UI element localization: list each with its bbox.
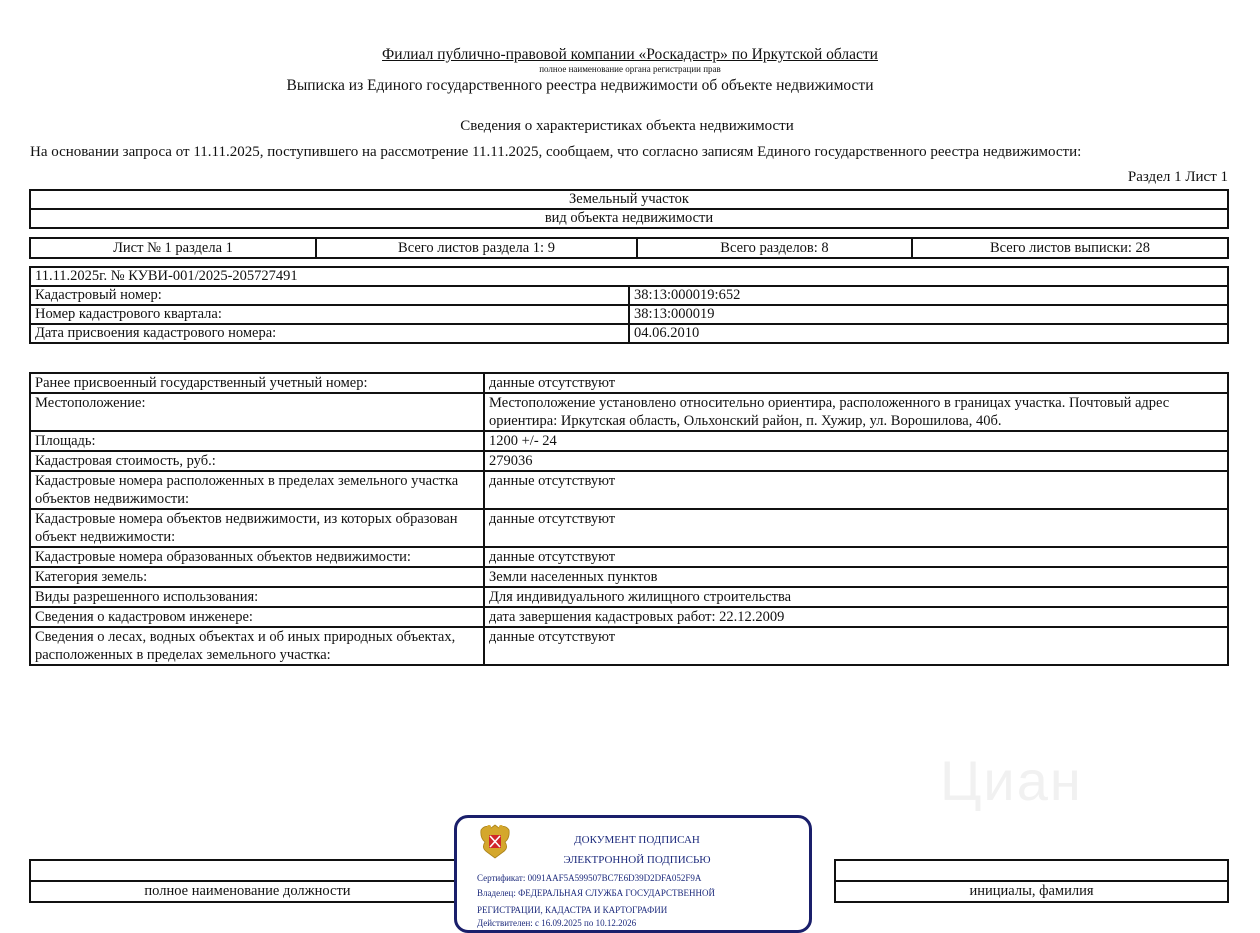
location-value: Местоположение установлено относительно ориентира, расположенного в границах участка. Почтовый адрес ориентира: Иркутская область, Ольхонский район, п. Хужир, ул. Ворошилова, 40б. [484, 393, 1228, 431]
sections-total: Всего разделов: 8 [637, 238, 912, 258]
table-row [30, 373, 1228, 393]
table-row [30, 471, 1228, 509]
assignment-date: 04.06.2010 [629, 324, 1228, 343]
row-label: Категория земель: [30, 567, 484, 587]
stamp-owner-line1: Владелец: ФЕДЕРАЛЬНАЯ СЛУЖБА ГОСУДАРСТВЕННОЙ [477, 888, 716, 898]
row-value: данные отсутствуют [484, 373, 1228, 393]
row-value: данные отсутствуют [484, 627, 1228, 665]
row-label: Сведения о кадастровом инженере: [30, 607, 484, 627]
document-subtitle: Сведения о характеристиках объекта недвижимости [460, 118, 794, 134]
row-label: Кадастровый номер: [30, 286, 629, 305]
table-row [30, 587, 1228, 607]
row-value: данные отсутствуют [484, 509, 1228, 547]
table-row [30, 567, 1228, 587]
area-value: 1200 +/- 24 [484, 431, 1228, 451]
name-field [835, 860, 1228, 881]
table-row [30, 393, 1228, 431]
row-label: Номер кадастрового квартала: [30, 305, 629, 324]
cadastral-quarter: 38:13:000019 [629, 305, 1228, 324]
request-number: 11.11.2025г. № КУВИ-001/2025-205727491 [30, 267, 1228, 286]
row-label: Кадастровые номера расположенных в пределах земельного участка объектов недвижимости: [30, 471, 484, 509]
row-label: Кадастровые номера образованных объектов недвижимости: [30, 547, 484, 567]
table-row [30, 286, 1228, 305]
stamp-validity: Действителен: с 16.09.2025 по 10.12.2026 [477, 918, 637, 928]
row-label: Площадь: [30, 431, 484, 451]
land-category-value: Земли населенных пунктов [484, 567, 1228, 587]
row-label: Сведения о лесах, водных объектах и об иных природных объектах, расположенных в пределах земельного участка: [30, 627, 484, 665]
table-row [30, 547, 1228, 567]
object-type-value: Земельный участок [30, 190, 1228, 209]
extract-sheets-total: Всего листов выписки: 28 [912, 238, 1228, 258]
table-row [30, 431, 1228, 451]
stamp-certificate: Сертификат: 0091AAF5A599507BC7E6D39D2DFA052F9A [477, 873, 702, 883]
position-field [30, 860, 465, 881]
watermark: Циан [940, 749, 1083, 812]
table-row [30, 451, 1228, 471]
request-basis-text: На основании запроса от 11.11.2025, поступившего на рассмотрение 11.11.2025, сообщаем, что согласно записям Единого государственного реестра недвижимости: [30, 144, 1082, 160]
object-type-caption: вид объекта недвижимости [30, 209, 1228, 228]
row-label: Дата присвоения кадастрового номера: [30, 324, 629, 343]
cadastral-number: 38:13:000019:652 [629, 286, 1228, 305]
row-label: Местоположение: [30, 393, 484, 431]
row-label: Виды разрешенного использования: [30, 587, 484, 607]
position-caption: полное наименование должности [30, 881, 465, 902]
row-label: Ранее присвоенный государственный учетный номер: [30, 373, 484, 393]
section-label: Раздел 1 Лист 1 [1127, 169, 1228, 185]
sheet-number: Лист № 1 раздела 1 [30, 238, 316, 258]
section-sheets-total: Всего листов раздела 1: 9 [316, 238, 637, 258]
organization-caption: полное наименование органа регистрации прав [539, 64, 721, 74]
object-type-table [29, 189, 1229, 229]
table-row [30, 627, 1228, 665]
row-label: Кадастровые номера объектов недвижимости, из которых образован объект недвижимости: [30, 509, 484, 547]
main-info-table [29, 266, 1229, 344]
engineer-info-value: дата завершения кадастровых работ: 22.12.2009 [484, 607, 1228, 627]
row-label: Кадастровая стоимость, руб.: [30, 451, 484, 471]
row-value: данные отсутствуют [484, 547, 1228, 567]
table-row [30, 305, 1228, 324]
cadastral-value: 279036 [484, 451, 1228, 471]
row-value: данные отсутствуют [484, 471, 1228, 509]
stamp-owner-line2: РЕГИСТРАЦИИ, КАДАСТРА И КАРТОГРАФИИ [477, 905, 668, 915]
electronic-signature-stamp [454, 815, 812, 933]
permitted-use-value: Для индивидуального жилищного строительства [484, 587, 1228, 607]
table-row [30, 607, 1228, 627]
stamp-title-line2: ЭЛЕКТРОННОЙ ПОДПИСЬЮ [563, 854, 711, 866]
organization-name: Филиал публично-правовой компании «Роскадастр» по Иркутской области [382, 46, 878, 63]
russian-coat-of-arms-icon [477, 822, 513, 862]
characteristics-table [29, 372, 1229, 666]
table-row [30, 324, 1228, 343]
document-title: Выписка из Единого государственного реестра недвижимости об объекте недвижимости [286, 77, 874, 94]
sheets-table [29, 237, 1229, 259]
name-caption: инициалы, фамилия [835, 881, 1228, 902]
stamp-title-line1: ДОКУМЕНТ ПОДПИСАН [574, 834, 700, 846]
table-row [30, 509, 1228, 547]
